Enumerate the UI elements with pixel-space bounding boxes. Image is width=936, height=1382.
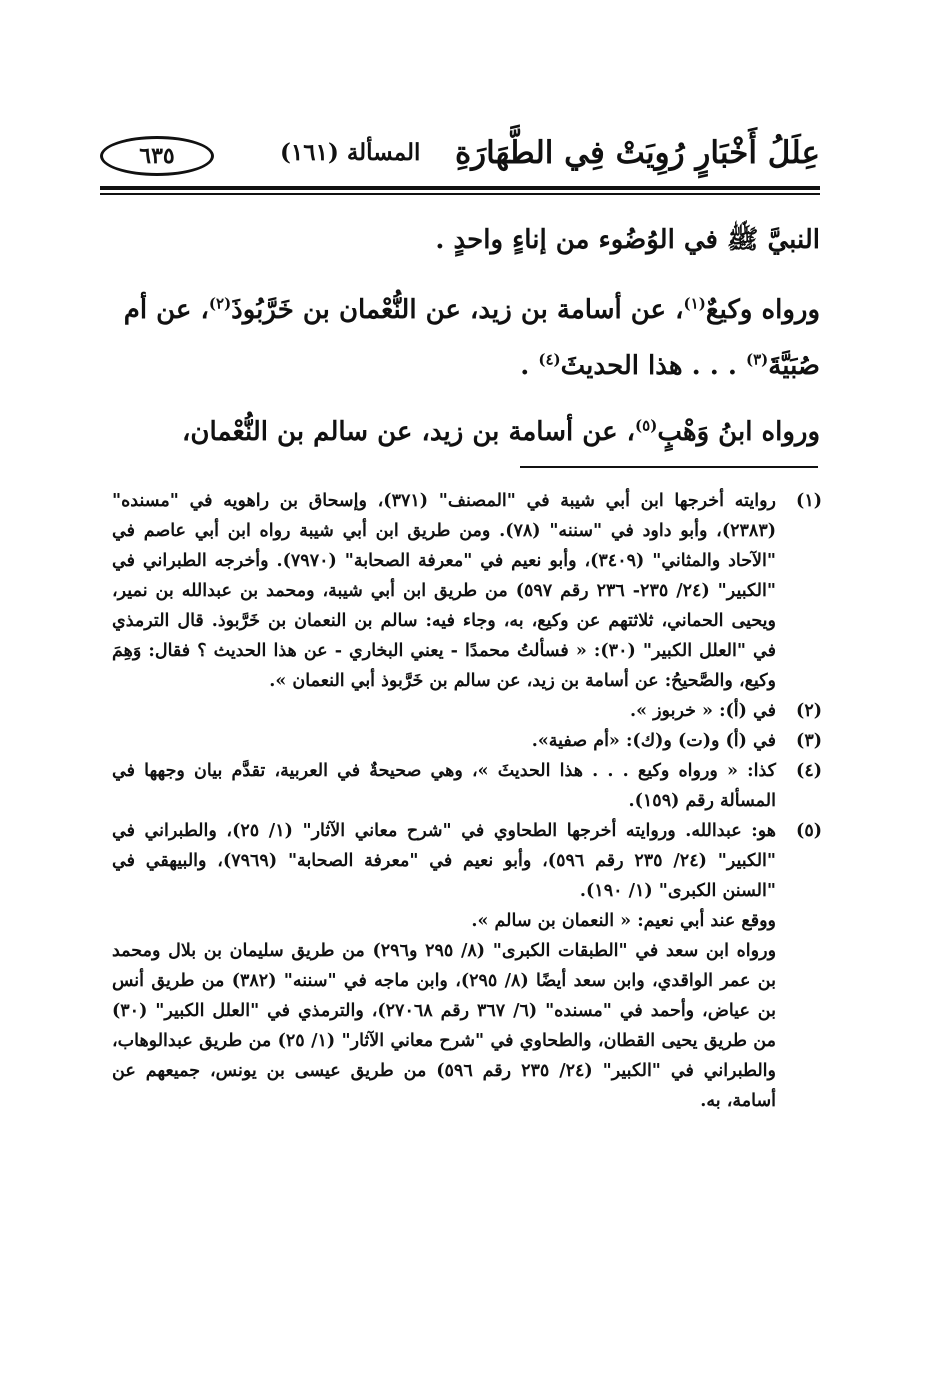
text-run: ، عن أسامة بن زيد، عن النُّعْمان بن خَرَّبُوذَ xyxy=(231,295,684,325)
footnote-ref-2: (٢) xyxy=(208,294,232,313)
footnote-ref-5: (٥) xyxy=(635,416,658,435)
main-paragraph-2 xyxy=(118,282,820,394)
footnote-separator xyxy=(520,466,818,468)
page-header xyxy=(100,130,820,186)
footnote-5-continuation-1: ووقع عند أبي نعيم: « النعمان بن سالم ». xyxy=(471,911,776,931)
issue-label: المسألة (١٦١) xyxy=(280,139,421,166)
footnote-ref-1: (١) xyxy=(683,294,706,313)
page-number: ٦٣٥ xyxy=(100,136,214,176)
footnote-number: (١) xyxy=(796,491,822,511)
header-rule-thick xyxy=(100,186,820,190)
footnote-1 xyxy=(112,486,822,696)
footnote-3 xyxy=(112,726,822,756)
footnote-number: (٣) xyxy=(796,731,822,751)
footnote-text: روايته أخرجها ابن أبي شيبة في "المصنف" (٣٧١)، وإسحاق بن راهويه في "مسنده" (٢٣٨٣)، وأبو داود في "سننه" (٧٨). ومن طريق ابن أبي شيبة رواه ابن أبي عاصم في "الآحاد والمثاني" (٣٤٠٩)، وأبو نعيم في "معرفة الصحابة" (٧٩٧٠). وأخرجه الطبراني في "الكبير" (٢٤/ ٢٣٥- ٢٣٦ رقم ٥٩٧) من طريق ابن أبي شيبة، ومحمد بن عبدالله بن نمير، ويحيى الحماني، ثلاثتهم عن وكيع، به، وجاء فيه: سالم بن النعمان بن خَرَّبوذ. قال الترمذي في "العلل الكبير" (٣٠): « فسألتُ محمدًا - يعني البخاري - عن هذا الحديث ؟ فقال: وَهِمَ وكيع، والصَّحيحُ: عن أسامة بن زيد، عن سالم بن خَرَّبوذ أبي النعمان ». xyxy=(112,491,777,691)
header-rule-thin xyxy=(100,193,820,195)
footnotes xyxy=(112,486,822,1116)
footnote-5 xyxy=(112,816,822,906)
footnote-ref-4: (٤) xyxy=(538,350,561,369)
text-run: ، عن أم صُبَيَّةَ xyxy=(123,295,820,381)
main-paragraph-1: النبيَّ ﷺ في الوُضُوء من إناءٍ واحدٍ . xyxy=(435,225,820,255)
footnote-ref-3: (٣) xyxy=(746,350,769,369)
text-run: . . . هذا الحديثَ xyxy=(560,351,746,381)
footnote-5-continuation-2: ورواه ابن سعد في "الطبقات الكبرى" (٨/ ٢٩٥ و٢٩٦) من طريق سليمان بن بلال ومحمد بن عمر الواقدي، وابن سعد أيضًا (٨/ ٢٩٥)، وابن ماجه في "سننه" (٣٨٢) من طريق أنس بن عياض، وأحمد في "مسنده" (٦/ ٣٦٧ رقم ٢٧٠٦٨)، والترمذي في "العلل الكبير" (٣٠) من طريق يحيى القطان، والطحاوي في "شرح معاني الآثار" (١/ ٢٥) من طريق عبدالوهاب، والطبراني في "الكبير" (٢٤/ ٢٣٥ رقم ٥٩٦) من طريق عيسى بن يونس، جميعهم عن أسامة، به. xyxy=(112,941,777,1111)
footnote-4 xyxy=(112,756,822,816)
footnote-text: في (أ) و(ت) و(ك): «أم صفية». xyxy=(531,731,776,751)
footnote-number: (٤) xyxy=(796,761,822,781)
main-text xyxy=(118,212,820,460)
footnote-text: في (أ): « خربوز ». xyxy=(629,701,776,721)
text-run: ورواه وكيعٌ xyxy=(705,295,820,325)
footnote-number: (٢) xyxy=(796,701,822,721)
text-run: . xyxy=(520,351,539,381)
text-run: ورواه ابنُ وَهْبٍ xyxy=(657,417,820,447)
main-paragraph-3 xyxy=(118,404,820,460)
footnote-2 xyxy=(112,696,822,726)
footnote-text: كذا: « ورواه وكيع . . . هذا الحديثَ »، وهي صحيحةٌ في العربية، تقدَّم بيان وجهها في المسألة رقم (١٥٩). xyxy=(112,761,776,811)
footnote-number: (٥) xyxy=(796,821,822,841)
book-title: عِلَلُ أَخْبَارٍ رُوِيَتْ فِي الطَّهَارَةِ xyxy=(454,135,820,171)
footnote-text: هو: عبدالله. وروايته أخرجها الطحاوي في "شرح معاني الآثار" (١/ ٢٥)، والطبراني في "الكبير" (٢٤/ ٢٣٥ رقم ٥٩٦)، وأبو نعيم في "معرفة الصحابة" (٧٩٦٩)، والبيهقي في "السنن الكبرى" (١/ ١٩٠). xyxy=(112,821,777,901)
text-run: ، عن أسامة بن زيد، عن سالم بن النُّعْمان، xyxy=(182,417,636,447)
